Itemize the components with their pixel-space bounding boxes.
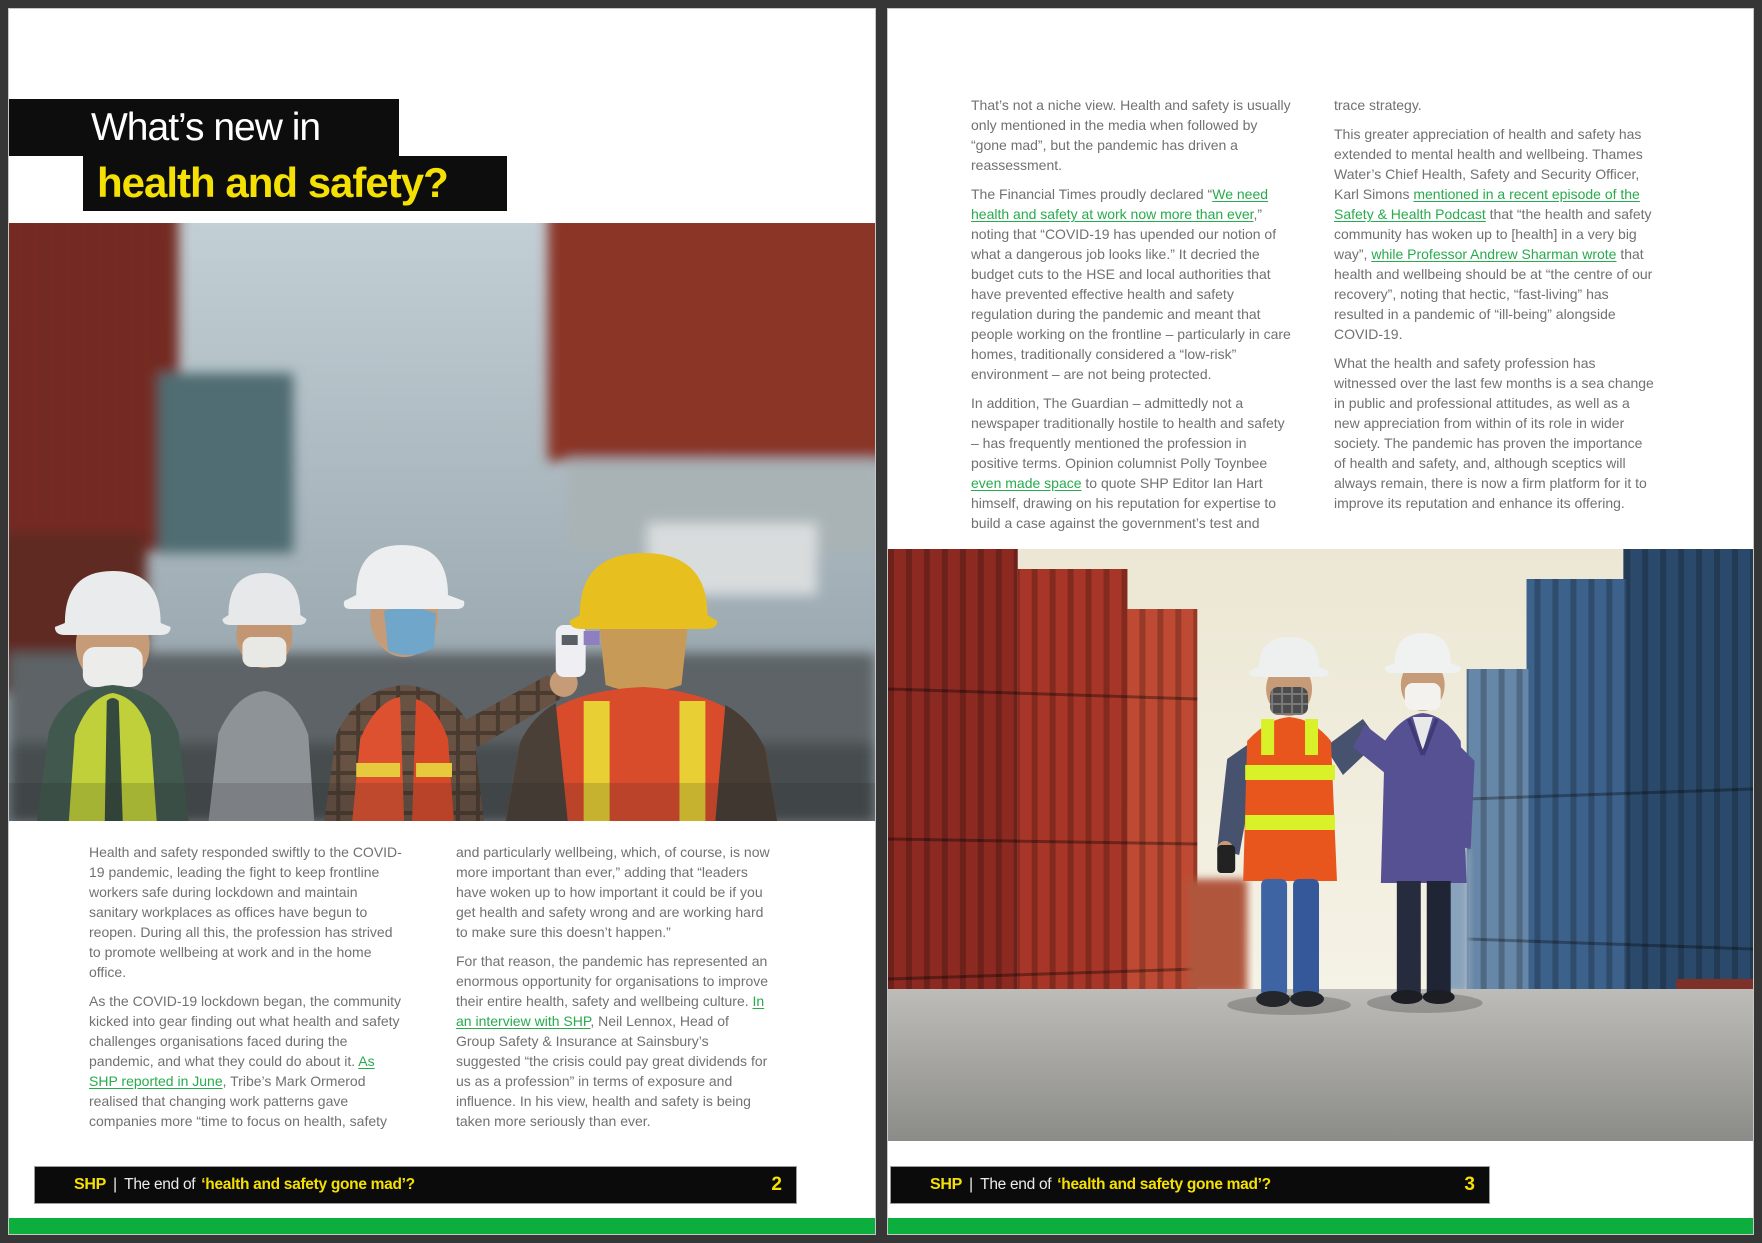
elbow-bump-scene [888,549,1753,1141]
footer-text: The end of [124,1176,196,1193]
reflective-stripe [1245,815,1335,830]
right-page [887,8,1754,1235]
right-page-column-2 [1334,95,1656,522]
reflective-stripe [1245,765,1335,780]
face-mask [242,637,286,667]
paragraph [89,842,405,982]
right-page-column-1 [971,95,1293,542]
text-run: that health and wellbeing should be at “the centre of our recovery”, noting that hectic, “fast-living” has resulted in a pandemic of “ill-being” alongside COVID-19. [1334,246,1653,342]
inline-link[interactable]: As SHP reported in June [89,1053,375,1089]
jeans [1261,879,1287,997]
footer-brand: SHP [74,1176,106,1193]
footer-brand: SHP [930,1176,962,1193]
page-title-line-2 [83,156,507,211]
green-accent-bar [888,1218,1753,1235]
blue-face-mask [384,607,436,655]
inline-link[interactable]: while Professor Andrew Sharman wrote [1371,246,1617,262]
green-accent-bar [9,1218,875,1235]
left-page-column-2 [456,842,770,1140]
paragraph [1334,95,1656,115]
elbow-bump-photo [888,549,1753,1141]
text-run: , Tribe’s Mark Ormerod realised that changing work patterns gave companies more “time to focus on health, safety [89,1073,388,1129]
text-run: In addition, The Guardian – admittedly not a newspaper traditionally hostile to health and safety – has frequently mentioned the profession in positive terms. Opinion columnist Polly Toynbee [971,395,1285,471]
paragraph [1334,124,1656,344]
paragraph [971,184,1293,384]
left-page-column-1 [89,842,405,1140]
footer-highlight: ‘health and safety gone mad’? [201,1176,415,1193]
text-run: trace strategy. [1334,97,1422,113]
text-run: Health and safety responded swiftly to the COVID-19 pandemic, leading the fight to keep frontline workers safe during lockdown and maintain sanitary workplaces as offices have begun to reopen. During all this, the profession has strived to promote wellbeing at work and in the home office. [89,844,402,980]
inline-link[interactable]: We need health and safety at work now more than ever [971,186,1269,222]
paragraph [971,393,1293,533]
title-text-1: What’s new in [91,106,321,149]
blonde-hair [600,625,688,692]
footer-bar [890,1166,1490,1204]
paragraph [1334,353,1656,513]
thermometer-gun [556,625,586,677]
text-run: The Financial Times proudly declared “ [971,186,1213,202]
text-run: That’s not a niche view. Health and safety is usually only mentioned in the media when followed by “gone mad”, but the pandemic has driven a reassessment. [971,97,1291,173]
paragraph [456,951,770,1131]
page-number: 2 [771,1174,782,1195]
inline-link[interactable]: mentioned in a recent episode of the Safety & Health Podcast [1334,186,1640,222]
orange-vest [1243,717,1337,881]
text-run: What the health and safety profession has witnessed over the last few months is a sea change in public and professional attitudes, as well as a new appreciation from within of its role in wider society. The pandemic has proven the importance of health and safety, and, although sceptics will always remain, there is now a firm platform for it to improve its reputation and enhance its offering. [1334,355,1654,511]
page-title-line-1 [9,99,399,156]
text-run: For that reason, the pandemic has represented an enormous opportunity for organisations to improve their entire health, safety and wellbeing culture. [456,953,769,1009]
text-run: , Neil Lennox, Head of Group Safety & Insurance at Sainsbury’s suggested “the crisis could pay great dividends for us as a profession” in terms of exposure and influence. In his view, health and safety is being taken more seriously than ever. [456,1013,768,1129]
footer-separator: | [969,1176,974,1193]
paragraph [89,991,405,1131]
footer-bar [34,1166,797,1204]
container-yard-scene [9,223,875,821]
footer-text: The end of [980,1176,1052,1193]
face-mask [83,647,143,687]
text-run: and particularly wellbeing, which, of course, is now more important than ever,” adding that “leaders have woken up to how important it could be if you get health and safety wrong and are working hard to make sure this doesn’t happen.” [456,844,770,940]
text-run: ,” noting that “COVID-19 has upended our notion of what a dangerous job looks like.” It decried the budget cuts to the HSE and local authorities that have prevented effective health and safety regulation during the pandemic and meant that people working on the frontline – particularly in care homes, traditionally considered a “low-risk” environment – are not being protected. [971,206,1291,382]
text-run: As the COVID-19 lockdown began, the community kicked into gear finding out what health and safety challenges organisations faced during the pandemic, and what they could do about it. [89,993,402,1069]
footer-highlight: ‘health and safety gone mad’? [1057,1176,1271,1193]
phone [1217,845,1235,873]
text-run: to quote SHP Editor Ian Hart himself, drawing on his reputation for expertise to build a case against the government’s test and [971,475,1277,531]
text-run: that “the health and safety community has woken up to [health] in a very big way”, [1334,206,1652,262]
inline-link[interactable]: In an interview with SHP [456,993,765,1029]
left-page [8,8,876,1235]
temperature-check-photo [9,223,875,821]
page-number: 3 [1464,1174,1475,1195]
title-text-2: health and safety? [97,159,448,206]
trousers [1397,881,1421,997]
paragraph [456,842,770,942]
white-face-mask [1405,683,1441,710]
text-run: This greater appreciation of health and safety has extended to mental health and wellbeing. Thames Water’s Chief Health, Safety and Security Officer, Karl Simons [1334,126,1643,202]
footer-separator: | [113,1176,118,1193]
paragraph [971,95,1293,175]
inline-link[interactable]: even made space [971,475,1082,491]
